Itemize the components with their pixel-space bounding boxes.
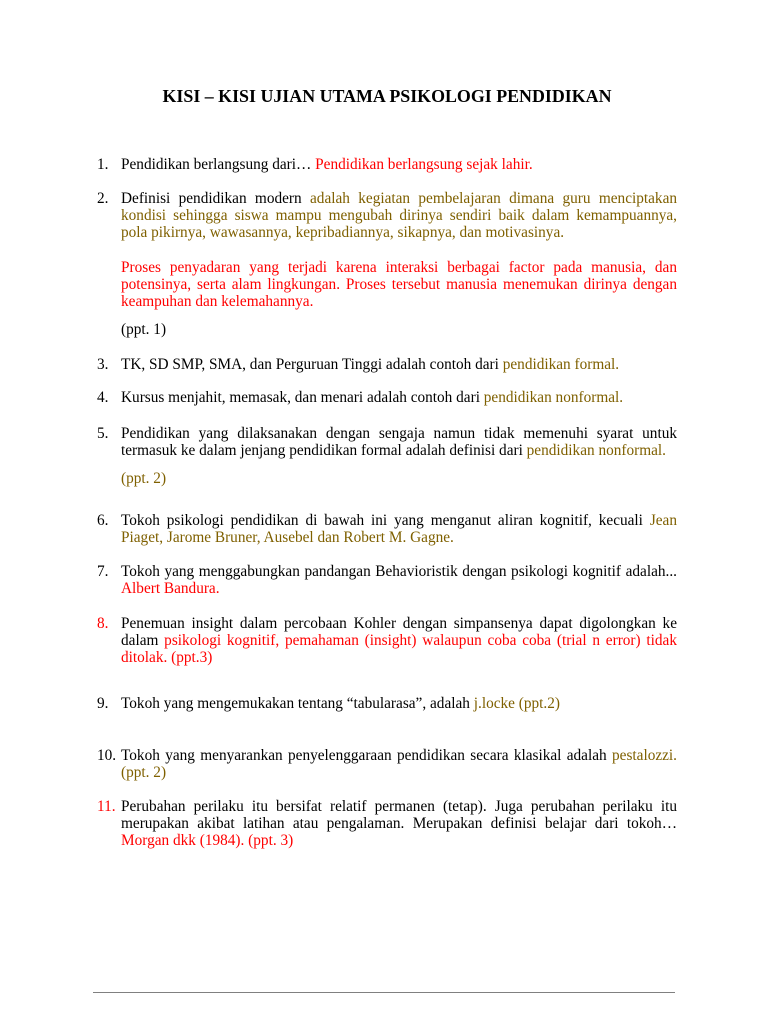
question-text: Pendidikan berlangsung dari…	[121, 156, 316, 173]
answer-explanation	[121, 259, 677, 310]
text-line	[121, 425, 677, 442]
text-line	[121, 156, 677, 173]
item-number: 6.	[97, 512, 109, 529]
question-text: Tokoh psikologi pendidikan di bawah ini yang menganut aliran kognitif, kecuali	[121, 512, 650, 529]
question-text: TK, SD SMP, SMA, dan Perguruan Tinggi adalah contoh dari	[121, 356, 503, 373]
item-number: 5.	[97, 425, 109, 442]
answer-text: pendidikan nonformal.	[526, 442, 666, 459]
text-line	[121, 563, 677, 580]
item-body	[121, 190, 677, 338]
text-line	[121, 276, 677, 293]
item-body	[121, 156, 677, 173]
text-line	[121, 207, 677, 224]
list-item-9	[97, 695, 677, 712]
list-item-1	[97, 156, 677, 173]
item-number: 7.	[97, 563, 109, 580]
item-body	[121, 563, 677, 597]
text-line	[121, 580, 677, 597]
item-paragraph	[121, 798, 677, 849]
answer-text: Albert Bandura.	[121, 580, 220, 597]
item-paragraph	[121, 695, 677, 712]
text-line	[121, 798, 677, 815]
question-text: Perubahan perilaku itu bersifat relatif permanen (tetap). Juga perubahan perilaku itu	[121, 798, 677, 815]
item-paragraph	[121, 615, 677, 666]
item-paragraph	[121, 190, 677, 241]
answer-text: Morgan dkk (1984). (ppt. 3)	[121, 832, 294, 849]
question-text: merupakan akibat latihan atau pengalaman. Merupakan definisi belajar dari tokoh…	[121, 815, 677, 832]
item-paragraph	[121, 356, 677, 373]
item-paragraph	[121, 512, 677, 546]
item-paragraph	[121, 563, 677, 597]
item-body	[121, 425, 677, 487]
text-line	[121, 832, 677, 849]
item-number: 10.	[97, 747, 117, 764]
item-number: 11.	[97, 798, 116, 815]
answer-text: adalah kegiatan pembelajaran dimana guru menciptakan	[310, 190, 678, 207]
text-line	[121, 356, 677, 373]
item-paragraph	[121, 747, 677, 781]
item-number: 3.	[97, 356, 109, 373]
text-line	[121, 695, 677, 712]
slide-reference	[121, 470, 677, 487]
answer-text: ditolak. (ppt.3)	[121, 649, 213, 666]
answer-text: pendidikan formal.	[502, 356, 620, 373]
text-line	[121, 815, 677, 832]
text-line	[121, 747, 677, 764]
document-title: KISI – KISI UJIAN UTAMA PSIKOLOGI PENDIDIKAN	[162, 86, 612, 106]
answer-text: pestalozzi.	[612, 747, 677, 764]
item-number: 1.	[97, 156, 109, 173]
explanation-text: Proses penyadaran yang terjadi karena interaksi berbagai factor pada manusia, dan	[121, 259, 677, 276]
item-number: 9.	[97, 695, 109, 712]
item-body	[121, 512, 677, 546]
item-paragraph	[121, 389, 677, 406]
item-number: 8.	[97, 615, 109, 632]
answer-text: Pendidikan berlangsung sejak lahir.	[315, 156, 533, 173]
item-paragraph	[121, 156, 677, 173]
item-number: 2.	[97, 190, 109, 207]
text-line	[121, 259, 677, 276]
reference-text: (ppt. 1)	[121, 321, 167, 338]
explanation-text: potensinya, serta alam lingkungan. Proses tersebut manusia menemukan dirinya dengan	[121, 276, 677, 293]
text-line	[121, 321, 677, 338]
answer-text: psikologi kognitif, pemahaman (insight) walaupun coba coba (trial n error) tidak	[164, 632, 677, 649]
slide-reference	[121, 321, 677, 338]
text-line	[121, 615, 677, 632]
question-text: Tokoh yang menggabungkan pandangan Behavioristik dengan psikologi kognitif adalah...	[121, 563, 677, 580]
text-line	[121, 764, 677, 781]
question-text: Tokoh yang menyarankan penyelenggaraan pendidikan secara klasikal adalah	[121, 747, 613, 764]
item-body	[121, 747, 677, 781]
text-line	[121, 649, 677, 666]
item-body	[121, 615, 677, 666]
text-line	[121, 224, 677, 241]
item-paragraph	[121, 425, 677, 459]
footer-rule	[93, 992, 675, 993]
question-text: Penemuan insight dalam percobaan Kohler dengan simpansenya dapat digolongkan ke	[121, 615, 677, 632]
answer-text: Jean	[649, 512, 677, 529]
list-item-5	[97, 425, 677, 487]
question-text: termasuk ke dalam jenjang pendidikan formal adalah definisi dari	[121, 442, 527, 459]
answer-text: pendidikan nonformal.	[483, 389, 624, 406]
item-number: 4.	[97, 389, 109, 406]
item-body	[121, 798, 677, 849]
list-item-3	[97, 356, 677, 373]
list-item-6	[97, 512, 677, 546]
text-line	[121, 293, 677, 310]
list-item-10	[97, 747, 677, 781]
explanation-text: keampuhan dan kelemahannya.	[121, 293, 314, 310]
question-text: dalam	[121, 632, 165, 649]
list-item-8	[97, 615, 677, 666]
text-line	[121, 190, 677, 207]
item-body	[121, 356, 677, 373]
text-line	[121, 632, 677, 649]
text-line	[121, 442, 677, 459]
item-body	[121, 389, 677, 406]
question-text: Definisi pendidikan modern	[121, 190, 310, 207]
list-item-7	[97, 563, 677, 597]
reference-text: (ppt. 2)	[121, 470, 167, 487]
answer-text: j.locke (ppt.2)	[473, 695, 560, 712]
text-line	[121, 512, 677, 529]
question-text: Pendidikan yang dilaksanakan dengan sengaja namun tidak memenuhi syarat untuk	[121, 425, 677, 442]
answer-text: kondisi sehingga siswa mampu mengubah dirinya sendiri baik dalam kemampuannya,	[121, 207, 677, 224]
reference-text: (ppt. 2)	[121, 764, 167, 781]
answer-text: pola pikirnya, wawasannya, kepribadiannya, sikapnya, dan motivasinya.	[121, 224, 565, 241]
list-item-2	[97, 190, 677, 338]
list-item-4	[97, 389, 677, 406]
item-body	[121, 695, 677, 712]
text-line	[121, 389, 677, 406]
list-item-11	[97, 798, 677, 849]
question-text: Kursus menjahit, memasak, dan menari adalah contoh dari	[121, 389, 484, 406]
question-text: Tokoh yang mengemukakan tentang “tabularasa”, adalah	[121, 695, 474, 712]
text-line	[121, 529, 677, 546]
text-line	[121, 470, 677, 487]
answer-text: Piaget, Jarome Bruner, Ausebel dan Robert M. Gagne.	[121, 529, 454, 546]
